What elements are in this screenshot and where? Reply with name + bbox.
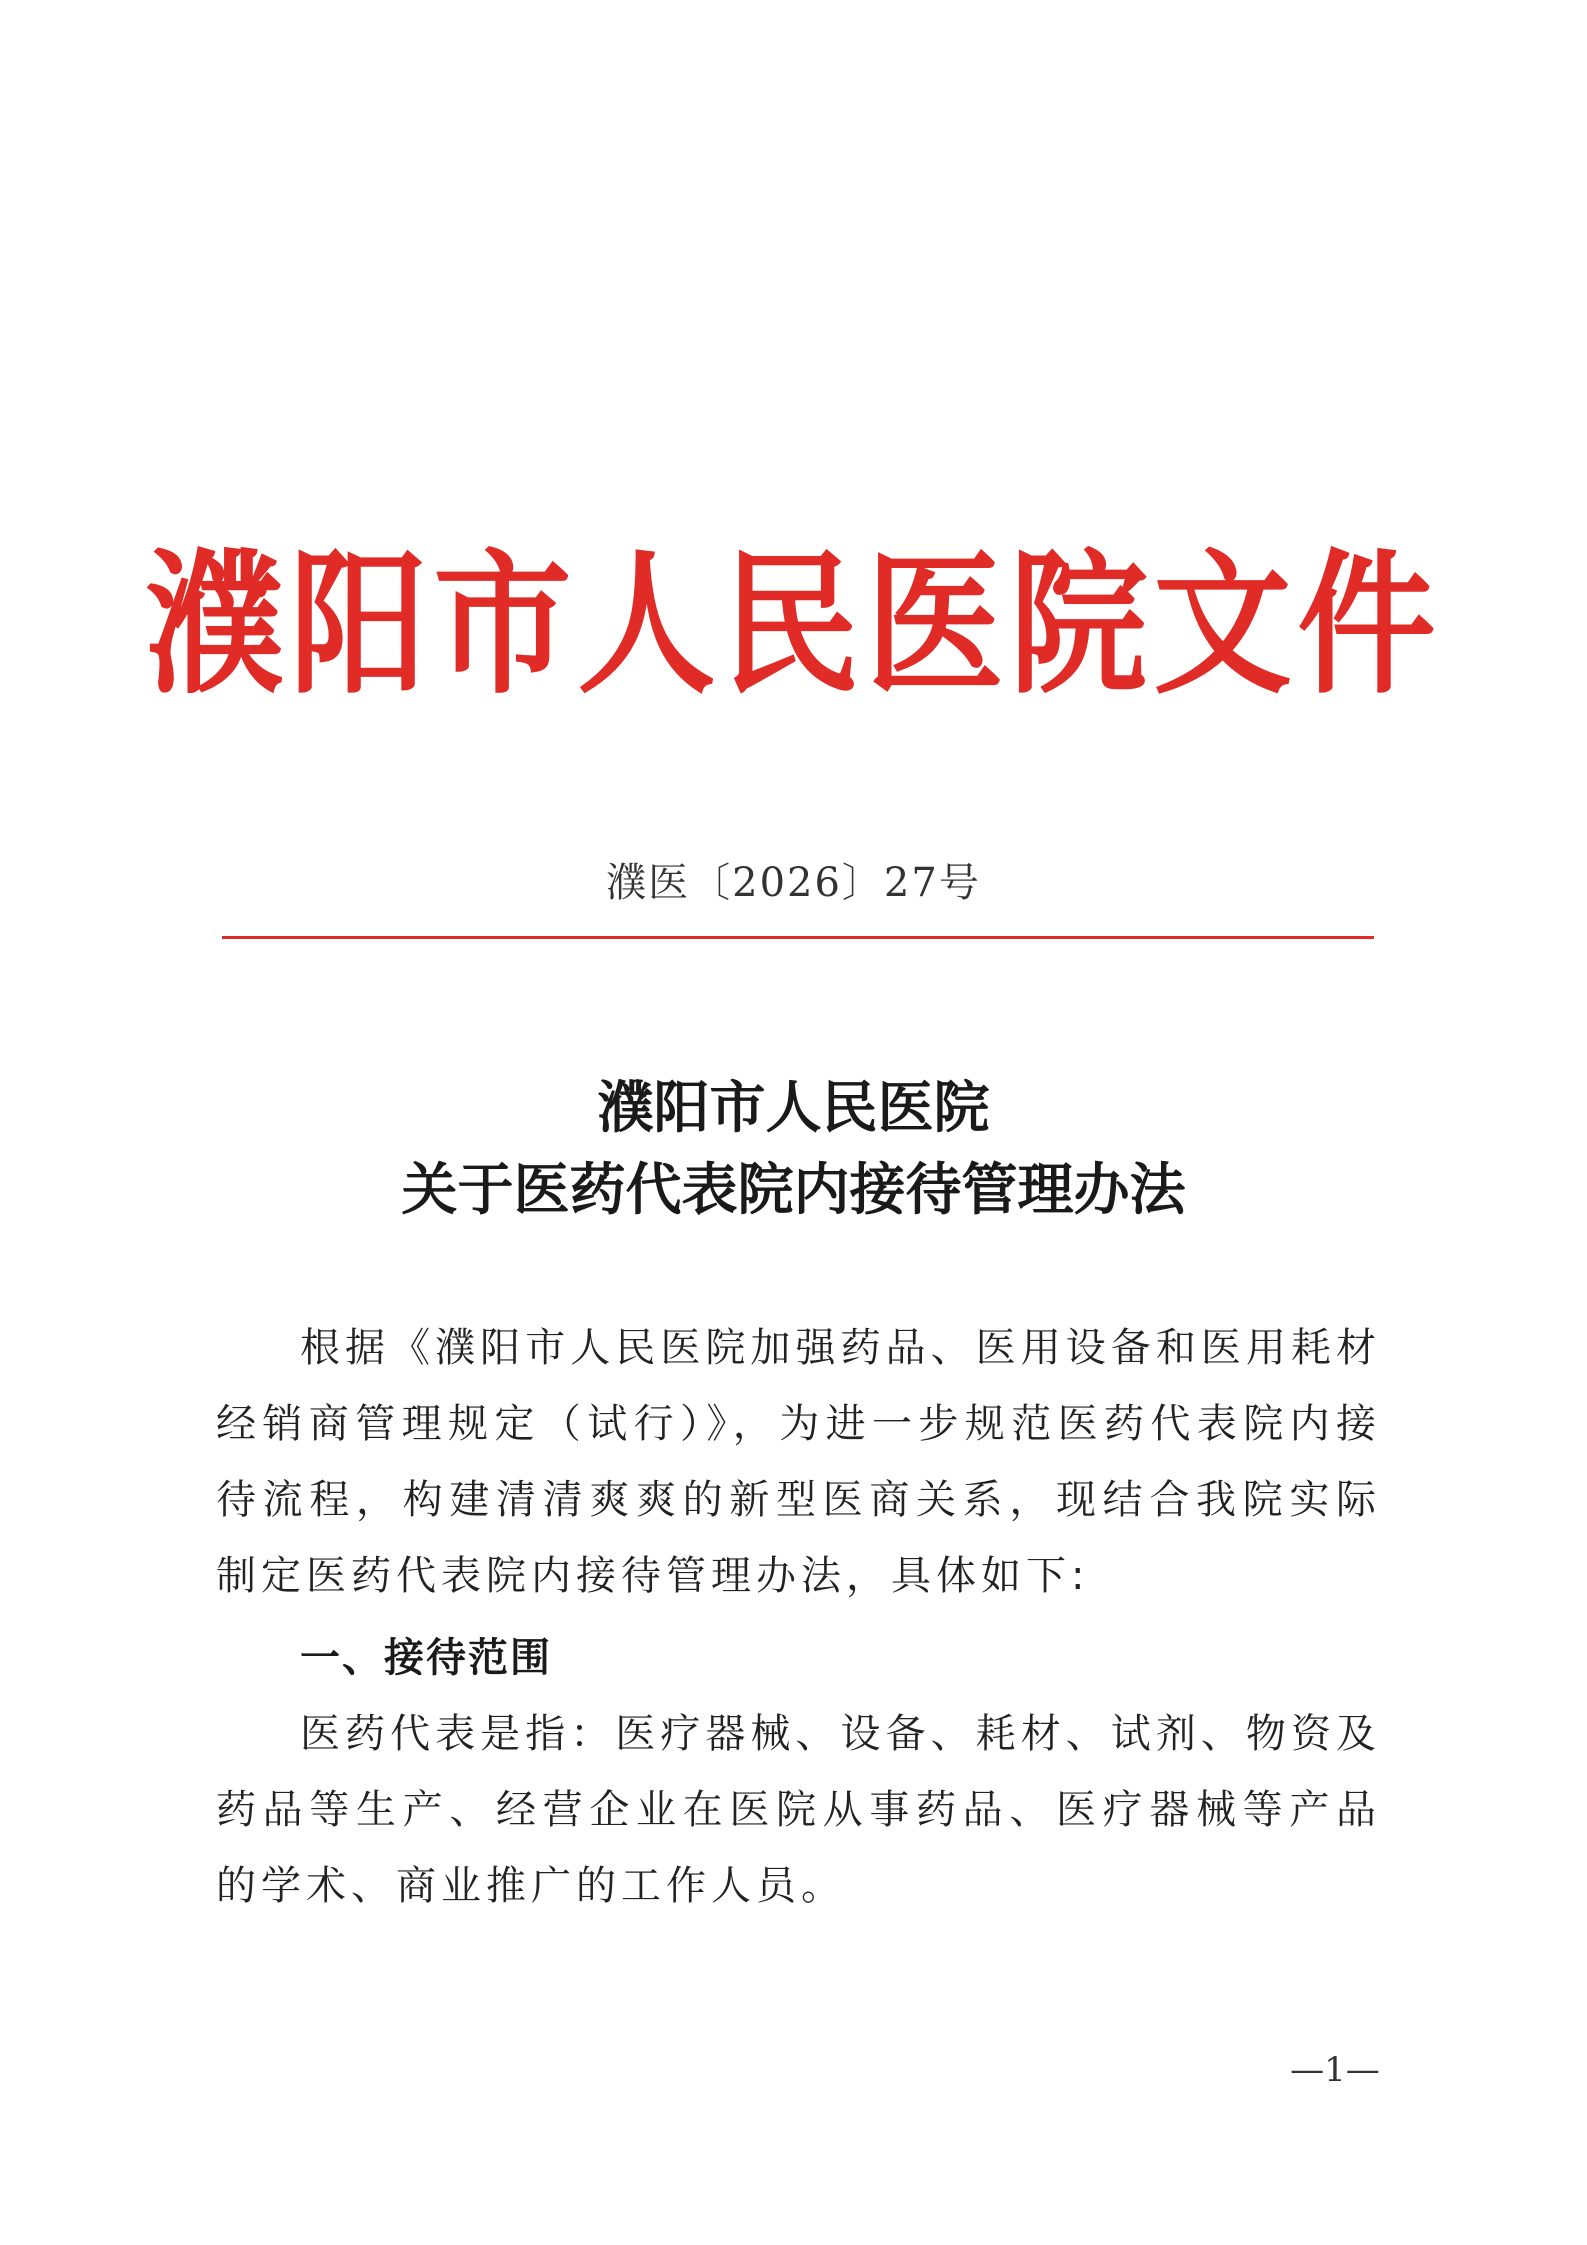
section-1-heading: 一、接待范围 [300,1635,552,1681]
page-number: —1— [1290,2050,1380,2090]
section-1-body [216,1696,1381,1924]
masthead-title: 濮阳市人民医院文件 [145,532,1442,716]
intro-paragraph: 根据《濮阳市人民医院加强药品、医用设备和医用耗材经销商管理规定（试行）》，为进一步规范医药代表院内接待流程，构建清清爽爽的新型医商关系，现结合我院实际制定医药代表院内接待管理办法，具体如下: [216,1325,1381,1599]
section-1-paragraph: 医药代表是指：医疗器械、设备、耗材、试剂、物资及药品等生产、经营企业在医院从事药品、医疗器械等产品的学术、商业推广的工作人员。 [216,1711,1381,1909]
intro-section [216,1310,1381,1614]
document-number: 濮医〔2026〕27号 [606,860,981,906]
document-title-line-2: 关于医药代表院内接待管理办法 [401,1157,1186,1223]
red-divider-line [222,936,1374,939]
document-title-line-1: 濮阳市人民医院 [597,1075,990,1141]
